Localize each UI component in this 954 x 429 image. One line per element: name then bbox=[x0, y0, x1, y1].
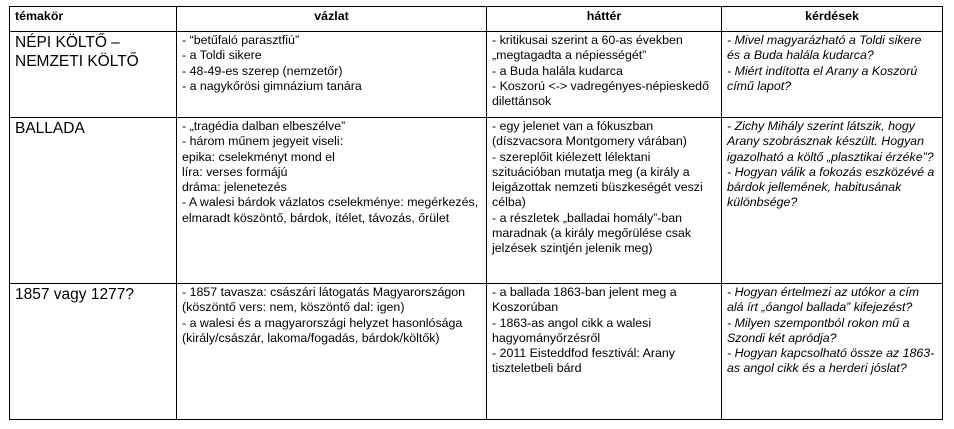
vazlat-cell bbox=[177, 118, 487, 284]
topic-cell: BALLADA bbox=[10, 118, 177, 284]
vazlat-line: líra: verses formájú bbox=[182, 164, 288, 179]
kerdes-line: - Hogyan kapcsolható össze az 1863-as angol cikk és a herderi jóslat? bbox=[727, 346, 935, 376]
table-row bbox=[10, 118, 943, 284]
header-hatter: háttér bbox=[487, 7, 722, 32]
lesson-table bbox=[9, 6, 943, 420]
kerdes-line: - Miért indította el Arany a Koszorú című lapot? bbox=[727, 63, 918, 93]
kerdes-line: - Hogyan válik a fokozás eszközévé a bárdok jellemének, habitusának különbsége? bbox=[727, 164, 935, 210]
vazlat-line: - a nagykőrösi gimnázium tanára bbox=[182, 78, 362, 93]
hatter-line: - 2011 Eisteddfod fesztivál: Arany tiszteletbeli bárd bbox=[492, 346, 675, 376]
vazlat-line: - A walesi bárdok vázlatos cselekménye: megérkezés, elmaradt köszöntő, bárdok, ítélet, távozás, őrület bbox=[182, 195, 479, 225]
topic-cell: 1857 vagy 1277? bbox=[10, 284, 177, 420]
vazlat-line: - 48-49-es szerep (nemzetőr) bbox=[182, 63, 343, 78]
hatter-line: - a részletek „balladai homály”-ban maradnak (a király megőrülése csak jelzések szintjén jelenik meg) bbox=[492, 210, 692, 256]
header-vazlat: vázlat bbox=[177, 7, 487, 32]
hatter-line: - egy jelenet van a fókuszban (díszvacsora Montgomery várában) bbox=[492, 119, 687, 149]
table-row bbox=[10, 32, 943, 118]
vazlat-cell bbox=[177, 32, 487, 118]
kerdesek-cell bbox=[722, 118, 943, 284]
vazlat-line: - „tragédia dalban elbeszélve” bbox=[182, 119, 346, 133]
hatter-cell bbox=[487, 284, 722, 420]
hatter-cell bbox=[487, 118, 722, 284]
hatter-line: - a Buda halála kudarca bbox=[492, 63, 623, 78]
vazlat-line: - három műnem jegyeit viseli: bbox=[182, 134, 344, 149]
kerdes-line: - Hogyan értelmezi az utókor a cím alá írt „óangol ballada” kifejezést? bbox=[727, 285, 920, 315]
kerdesek-cell bbox=[722, 284, 943, 420]
kerdes-line: - Mivel magyarázható a Toldi sikere és a Buda halála kudarca? bbox=[727, 33, 922, 63]
vazlat-line: - 1857 tavasza: császári látogatás Magyarországon (köszöntő vers: nem, köszöntő dal: igen) bbox=[182, 285, 466, 315]
header-row bbox=[10, 7, 943, 32]
hatter-line: - 1863-as angol cikk a walesi hagyományőrzésről bbox=[492, 315, 652, 345]
vazlat-line: epika: cselekményt mond el bbox=[182, 149, 335, 164]
topic-cell: NÉPI KÖLTŐ – NEMZETI KÖLTŐ bbox=[10, 32, 177, 118]
kerdes-line: - Zichy Mihály szerint látszik, hogy Arany szobrásznak készült. Hogyan igazolható a költő „plasztikai érzéke”? bbox=[727, 119, 934, 164]
table-row bbox=[10, 284, 943, 420]
hatter-line: - Koszorú <-> vadregényes-népieskedő dilettánsok bbox=[492, 78, 709, 109]
header-temakor: témakör bbox=[10, 7, 177, 32]
hatter-line: - a ballada 1863-ban jelent meg a Koszorúban bbox=[492, 285, 677, 315]
kerdesek-cell bbox=[722, 32, 943, 118]
header-kerdesek: kérdések bbox=[722, 7, 943, 32]
vazlat-line: - a walesi és a magyarországi helyzet hasonlósága (király/császár, lakoma/fogadás, bárdok/költők) bbox=[182, 315, 463, 345]
vazlat-line: - a Toldi sikere bbox=[182, 48, 262, 63]
hatter-line: - szereplőit kiélezett lélektani szituációban mutatja meg (a király a leigázottak nemzeti büszkeségét veszi célba) bbox=[492, 149, 703, 210]
hatter-line: - kritikusai szerint a 60-as években „megtagadta a népiességét” bbox=[492, 33, 683, 63]
kerdes-line: - Milyen szempontból rokon mű a Szondi két apródja? bbox=[727, 315, 910, 345]
vazlat-line: dráma: jelenetezés bbox=[182, 180, 287, 195]
vazlat-cell bbox=[177, 284, 487, 420]
hatter-cell bbox=[487, 32, 722, 118]
vazlat-line: - “betűfaló parasztfiú” bbox=[182, 33, 300, 47]
